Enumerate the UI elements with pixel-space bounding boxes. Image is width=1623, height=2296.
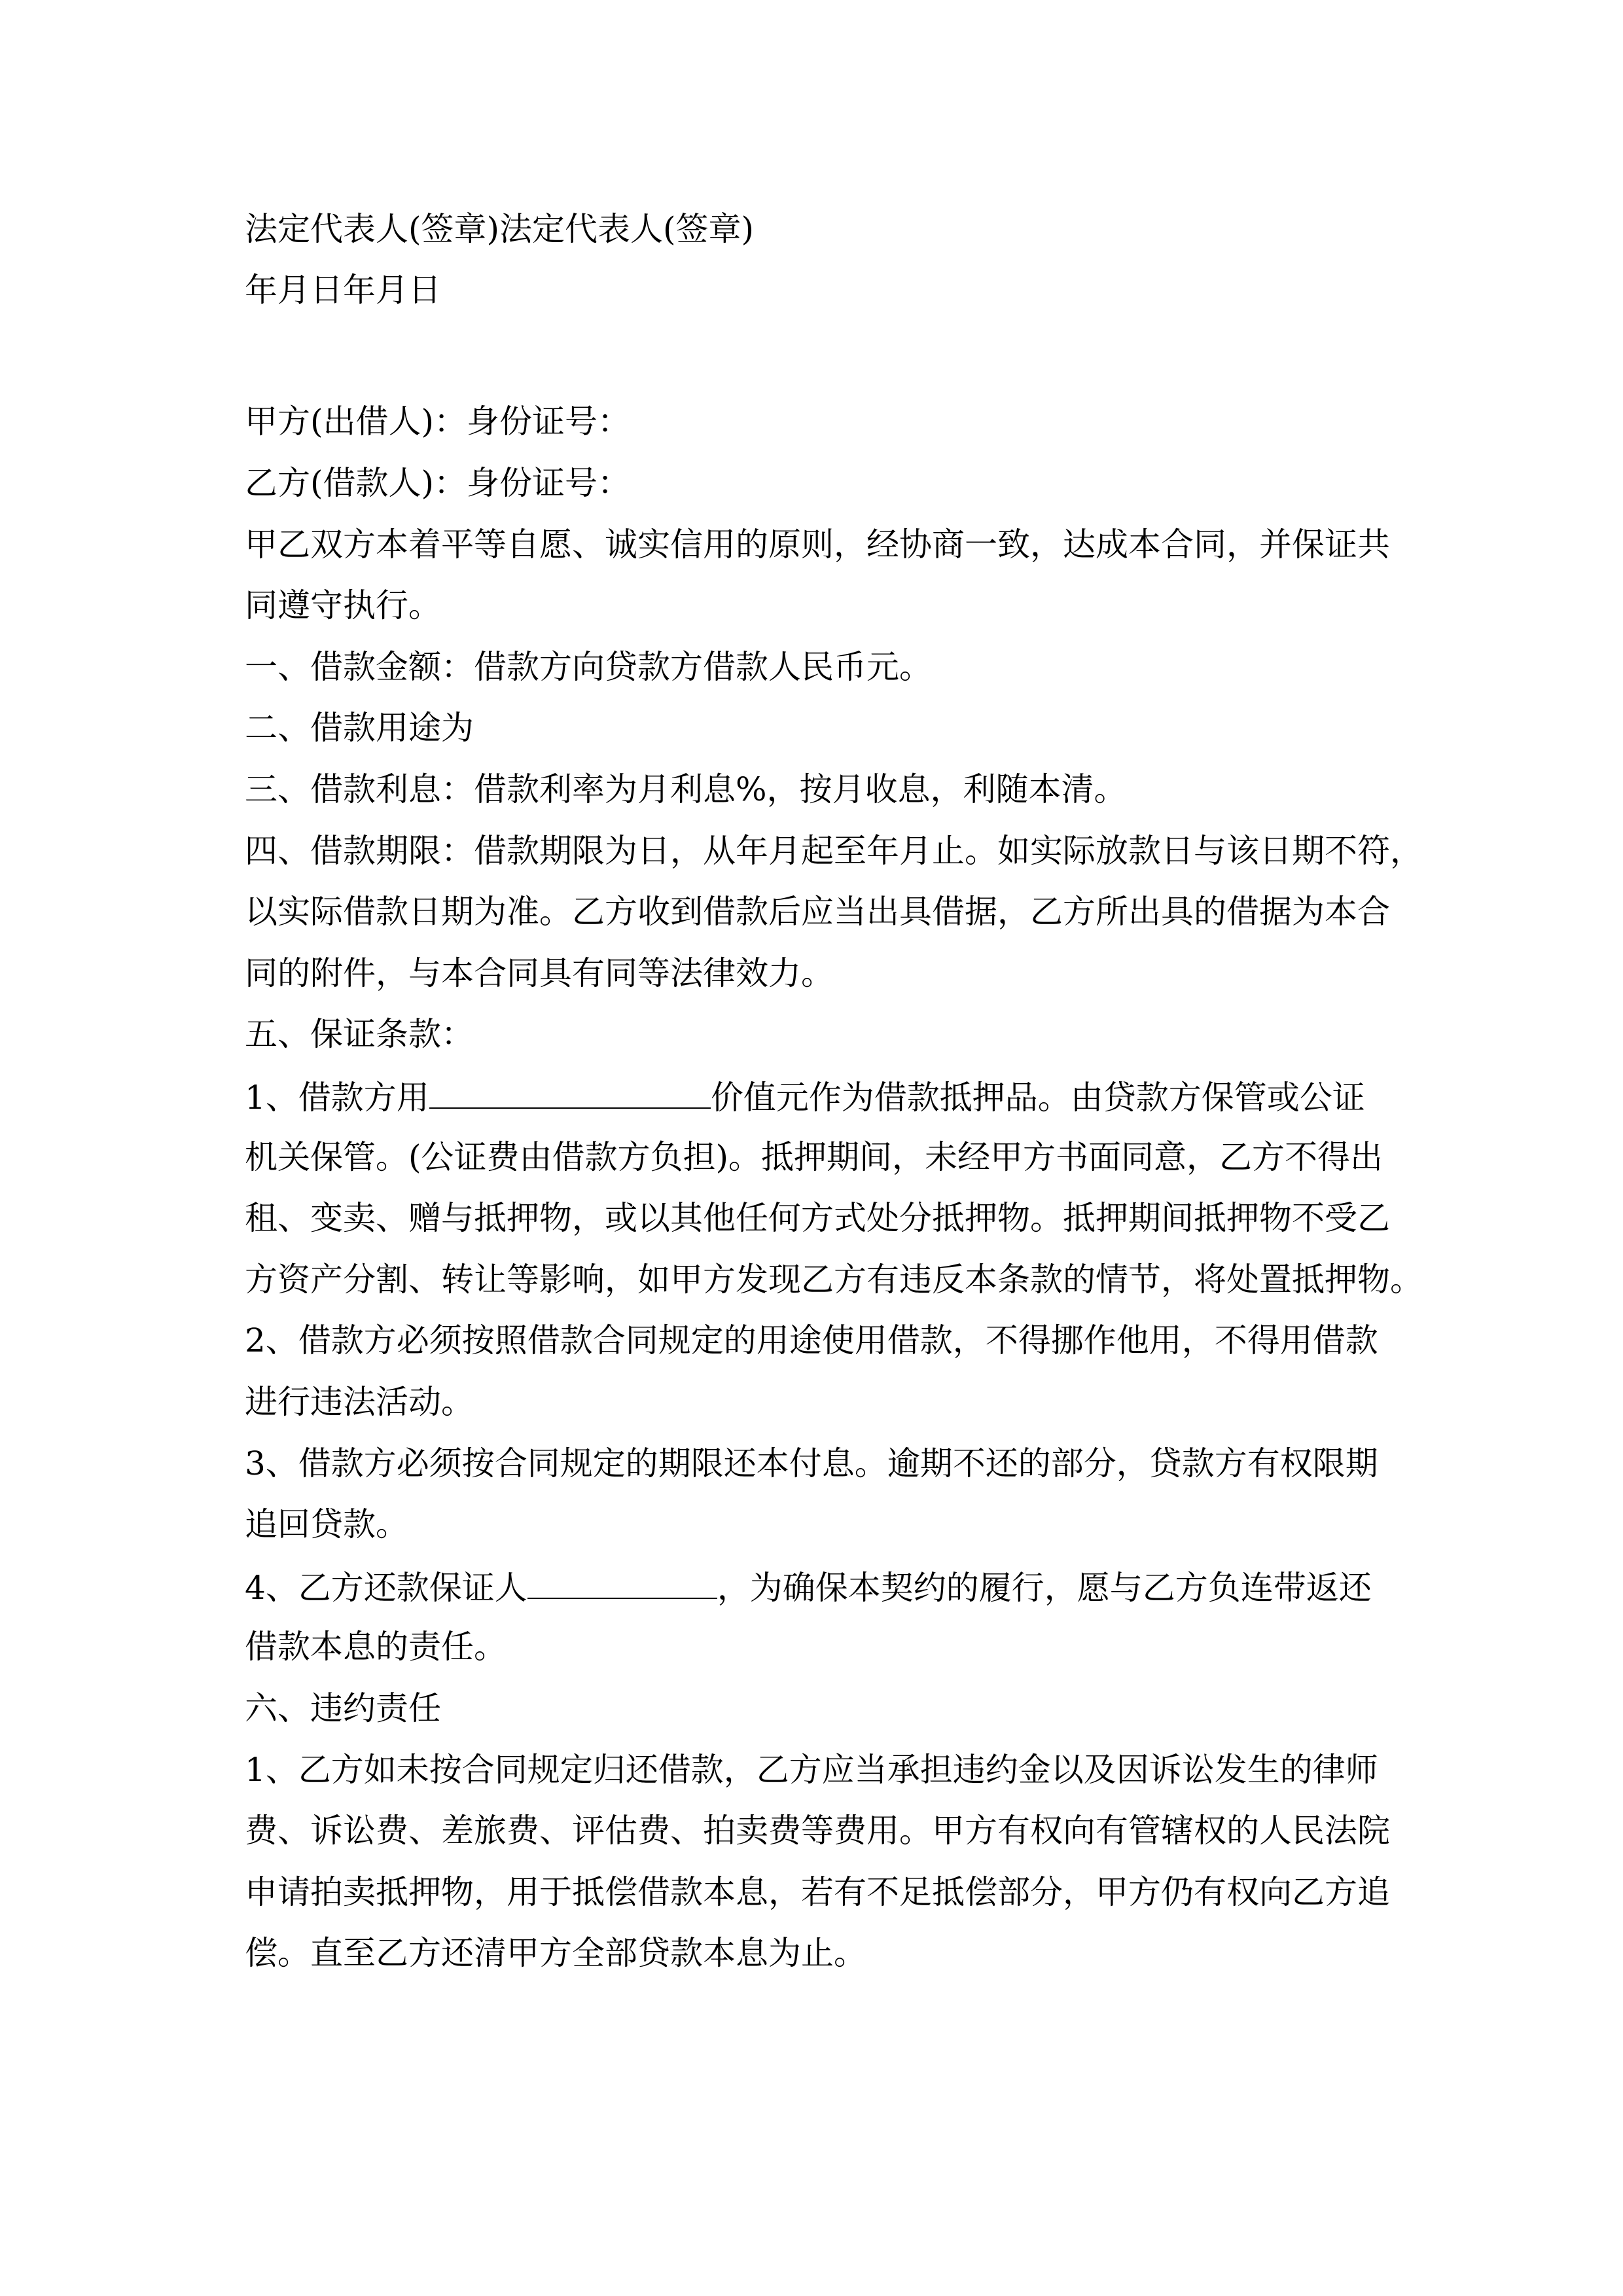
clause-6-1-line: 费、诉讼费、差旅费、评估费、拍卖费等费用。甲方有权向有管辖权的人民法院	[245, 1812, 1390, 1850]
collateral-blank	[429, 1076, 711, 1109]
clause-breach-title: 六、违约责任	[245, 1689, 441, 1727]
clause-loan-amount: 一、借款金额：借款方向贷款方借款人民币元。	[245, 648, 932, 686]
clause-6-1-line: 1、乙方如未按合同规定归还借款，乙方应当承担违约金以及因诉讼发生的律师	[245, 1751, 1378, 1789]
clause-5-4-suffix: ，为确保本契约的履行，愿与乙方负连带返还	[717, 1569, 1372, 1607]
clause-6-1-line: 偿。直至乙方还清甲方全部贷款本息为止。	[245, 1934, 866, 1972]
clause-5-2-line: 进行违法活动。	[245, 1383, 474, 1421]
preamble-line: 同遵守执行。	[245, 586, 441, 624]
clause-5-1-line: 机关保管。(公证费由借款方负担)。抵押期间，未经甲方书面同意，乙方不得出	[245, 1138, 1383, 1176]
clause-5-1-suffix: 价值元作为借款抵押品。由贷款方保管或公证	[710, 1079, 1365, 1117]
clause-loan-term-line: 以实际借款日期为准。乙方收到借款后应当出具借据，乙方所出具的借据为本合	[245, 893, 1390, 931]
clause-5-1-prefix: 1、借款方用	[245, 1079, 429, 1117]
signature-rep-line: 法定代表人(签章)法定代表人(签章)	[245, 210, 755, 248]
clause-5-3-line: 3、借款方必须按合同规定的期限还本付息。逾期不还的部分，贷款方有权限期	[245, 1444, 1378, 1482]
clause-loan-purpose: 二、借款用途为	[245, 709, 474, 747]
clause-guarantee-title: 五、保证条款：	[245, 1015, 474, 1053]
clause-5-4-line: 借款本息的责任。	[245, 1628, 507, 1666]
clause-loan-term-line: 同的附件，与本合同具有同等法律效力。	[245, 954, 834, 992]
clause-5-4-prefix: 4、乙方还款保证人	[245, 1569, 527, 1607]
signature-date-line: 年月日年月日	[245, 271, 441, 309]
clause-5-4-first-line	[245, 1566, 1372, 1607]
party-b-line: 乙方(借款人)：身份证号：	[245, 464, 631, 502]
preamble-line: 甲乙双方本着平等自愿、诚实信用的原则，经协商一致，达成本合同，并保证共	[245, 526, 1390, 564]
party-a-line: 甲方(出借人)：身份证号：	[245, 403, 631, 440]
clause-5-1-first-line	[245, 1076, 1365, 1117]
guarantor-blank	[527, 1566, 717, 1599]
clause-loan-interest: 三、借款利息：借款利率为月利息%，按月收息，利随本清。	[245, 770, 1127, 808]
clause-loan-term-line: 四、借款期限：借款期限为日，从年月起至年月止。如实际放款日与该日期不符，	[245, 832, 1423, 870]
clause-6-1-line: 申请拍卖抵押物，用于抵偿借款本息，若有不足抵偿部分，甲方仍有权向乙方追	[245, 1873, 1390, 1911]
clause-5-3-line: 追回贷款。	[245, 1505, 408, 1543]
clause-5-1-line: 租、变卖、赠与抵押物，或以其他任何方式处分抵押物。抵押期间抵押物不受乙	[245, 1199, 1390, 1237]
clause-5-1-line: 方资产分割、转让等影响，如甲方发现乙方有违反本条款的情节，将处置抵押物。	[245, 1261, 1423, 1299]
clause-5-2-line: 2、借款方必须按照借款合同规定的用途使用借款，不得挪作他用，不得用借款	[245, 1321, 1378, 1359]
